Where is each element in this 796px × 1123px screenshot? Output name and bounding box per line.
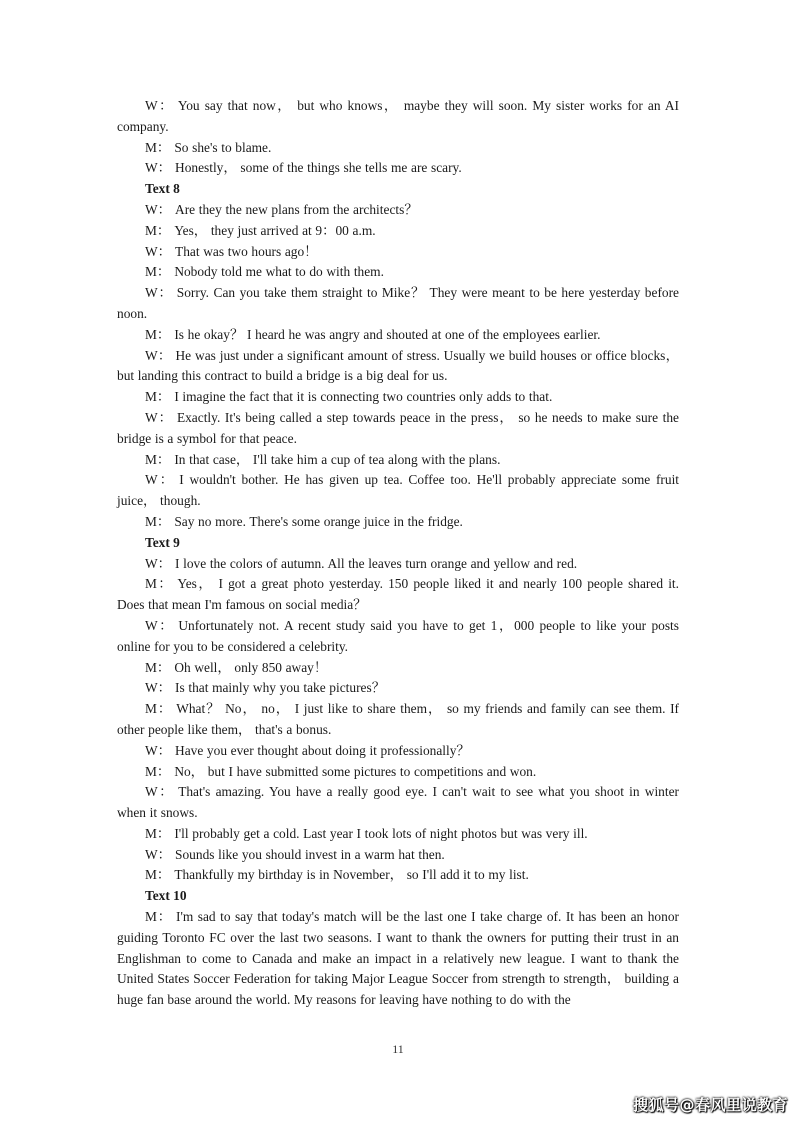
utterance-text: Unfortunately not. A recent study said you have to get 1，000 people to like your posts online for you to be considered a celebrity.: [117, 617, 679, 654]
speaker-label: M：: [145, 222, 171, 238]
speaker-label: W：: [145, 160, 172, 176]
utterance-text: Are they the new plans from the architects？: [175, 201, 418, 217]
speaker-label: W：: [145, 98, 174, 113]
dialogue-line: [117, 138, 679, 159]
utterance-text: I imagine the fact that it is connecting two countries only adds to that.: [174, 389, 553, 405]
dialogue-line: [117, 658, 679, 679]
watermark: 搜狐号@春风里说教育: [632, 1096, 788, 1114]
utterance-text: That's amazing. You have a really good eye. I can't wait to see what you shoot in winter when it snows.: [117, 784, 680, 821]
dialogue-line: [117, 678, 679, 699]
dialogue-line: [117, 865, 679, 886]
dialogue-line: [117, 574, 679, 616]
speaker-label: W：: [145, 201, 172, 217]
dialogue-line: [117, 782, 679, 824]
dialogue-line: [117, 470, 679, 512]
utterance-text: Nobody told me what to do with them.: [174, 264, 384, 280]
utterance-text: Oh well， only 850 away！: [174, 659, 328, 675]
speaker-label: M：: [145, 513, 171, 529]
speaker-label: M：: [145, 909, 172, 925]
utterance-text: In that case， I'll take him a cup of tea along with the plans.: [174, 451, 501, 467]
speaker-label: W：: [145, 680, 172, 696]
dialogue-line: [117, 845, 679, 866]
speaker-label: M：: [145, 451, 171, 467]
dialogue-line: [117, 824, 679, 845]
dialogue-line: [117, 512, 679, 533]
speaker-label: W：: [145, 846, 172, 862]
dialogue-line: [117, 450, 679, 471]
dialogue-line: [117, 200, 679, 221]
speaker-label: M：: [145, 701, 173, 717]
speaker-label: M：: [145, 389, 171, 405]
utterance-text: Is he okay？ I heard he was angry and shouted at one of the employees earlier.: [174, 326, 601, 342]
utterance-text: So she's to blame.: [174, 139, 272, 155]
speaker-label: W：: [145, 409, 173, 425]
utterance-text: That was two hours ago！: [175, 243, 318, 259]
utterance-text: What？ No， no， I just like to share them， so my friends and family can see them. If other people like them， that's a bonus.: [117, 701, 679, 737]
utterance-text: I wouldn't bother. He has given up tea. Coffee too. He'll probably appreciate some fruit juice， though.: [117, 472, 680, 509]
dialogue-line: [117, 699, 679, 741]
utterance-text: I'll probably get a cold. Last year I took lots of night photos but was very ill.: [174, 825, 588, 841]
dialogue-line: [117, 158, 679, 179]
speaker-label: M：: [145, 825, 171, 841]
speaker-label: M：: [145, 576, 174, 592]
speaker-label: W：: [145, 285, 173, 301]
utterance-text: Honestly， some of the things she tells me are scary.: [175, 160, 462, 176]
speaker-label: W：: [145, 742, 172, 758]
utterance-text: He was just under a significant amount of stress. Usually we build houses or office blocks， but landing this contract to build a bridge is a big deal for us.: [117, 347, 679, 384]
utterance-text: Thankfully my birthday is in November， so I'll add it to my list.: [174, 867, 529, 883]
utterance-text: Say no more. There's some orange juice in the fridge.: [174, 513, 463, 529]
utterance-text: I love the colors of autumn. All the leaves turn orange and yellow and red.: [175, 555, 578, 571]
utterance-text: Sorry. Can you take them straight to Mike？ They were meant to be here yesterday before noon.: [117, 285, 679, 321]
section-heading: Text 9: [145, 534, 180, 550]
utterance-text: No， but I have submitted some pictures to competitions and won.: [174, 763, 537, 779]
speaker-label: W：: [145, 784, 175, 800]
transcript-body: [117, 96, 679, 1011]
utterance-text: You say that now， but who knows， maybe they will soon. My sister works for an AI company.: [117, 98, 679, 134]
utterance-text: I'm sad to say that today's match will be the last one I take charge of. It has been an honor guiding Toronto FC over the last two seasons. I want to thank the owners for putting their trust in an Englishman to come to Canada and make an impact in a relatively new league. I want to thank the United States Soccer Federation for taking Major League Soccer from strength to strength， building a huge fan base around the world. My reasons for leaving have nothing to do with the: [117, 909, 679, 1008]
dialogue-line: [117, 242, 679, 263]
dialogue-line: [117, 616, 679, 658]
speaker-label: W：: [145, 347, 172, 363]
dialogue-line: [117, 262, 679, 283]
speaker-label: W：: [145, 617, 175, 633]
dialogue-line: [117, 554, 679, 575]
section-heading: Text 10: [145, 888, 187, 904]
speaker-label: W：: [145, 243, 172, 259]
speaker-label: M：: [145, 264, 171, 280]
dialogue-line: [117, 907, 679, 1011]
dialogue-line: [117, 325, 679, 346]
utterance-text: Sounds like you should invest in a warm hat then.: [175, 846, 445, 862]
utterance-text: Is that mainly why you take pictures？: [175, 680, 386, 696]
utterance-text: Yes， they just arrived at 9：00 a.m.: [174, 222, 376, 238]
speaker-label: M：: [145, 326, 171, 342]
utterance-text: Exactly. It's being called a step towards peace in the press， so he needs to make sure the bridge is a symbol for that peace.: [117, 409, 680, 446]
dialogue-line: [117, 96, 679, 138]
dialogue-line: [117, 408, 679, 450]
dialogue-line: [117, 387, 679, 408]
speaker-label: W：: [145, 555, 172, 571]
page-number: 11: [392, 1042, 404, 1056]
dialogue-line: [117, 762, 679, 783]
dialogue-line: [117, 741, 679, 762]
utterance-text: Yes， I got a great photo yesterday. 150 people liked it and nearly 100 people shared it. Does that mean I'm famous on social media？: [117, 576, 679, 613]
speaker-label: M：: [145, 867, 171, 883]
dialogue-line: [117, 221, 679, 242]
speaker-label: W：: [145, 472, 176, 488]
utterance-text: Have you ever thought about doing it professionally？: [175, 742, 470, 758]
dialogue-line: [117, 346, 679, 388]
speaker-label: M：: [145, 139, 171, 155]
speaker-label: M：: [145, 763, 171, 779]
dialogue-line: [117, 283, 679, 325]
speaker-label: M：: [145, 659, 171, 675]
section-heading: Text 8: [145, 181, 180, 197]
